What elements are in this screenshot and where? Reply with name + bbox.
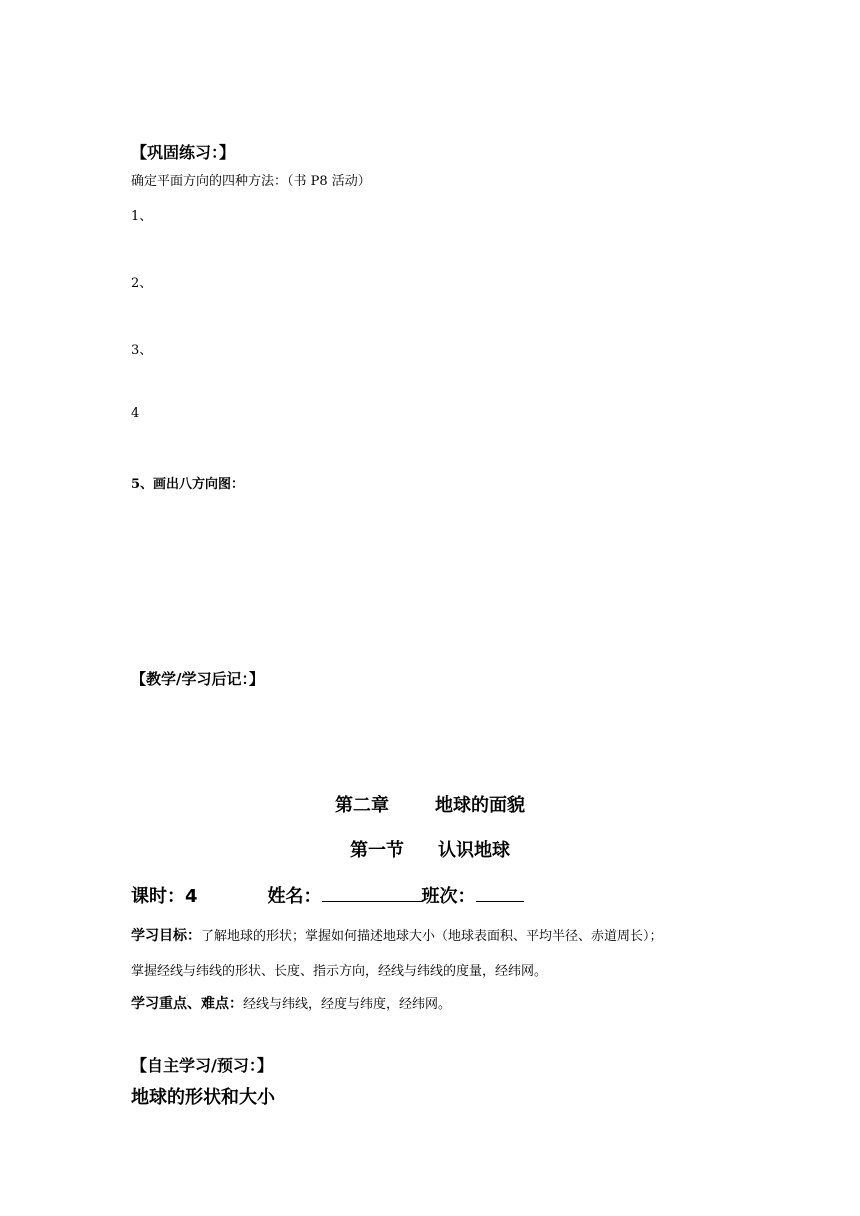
chapter-number: 第二章 bbox=[335, 795, 389, 816]
key-points-line bbox=[131, 993, 451, 1013]
objectives-text-1: 了解地球的形状；掌握如何描述地球大小（地球表面积、平均半径、赤道周长）； bbox=[201, 929, 663, 944]
class-label: 班次： bbox=[421, 886, 476, 907]
section-number: 第一节 bbox=[350, 840, 404, 861]
chapter-title: 地球的面貌 bbox=[435, 795, 525, 816]
topic-heading: 地球的形状和大小 bbox=[131, 1087, 275, 1108]
objectives-label: 学习目标： bbox=[131, 928, 201, 944]
objectives-text-2: 掌握经线与纬线的形状、长度、指示方向，经线与纬线的度量，经纬网。 bbox=[131, 964, 548, 979]
section-title-line bbox=[0, 836, 860, 862]
exercise-item-3: 3、 bbox=[131, 343, 153, 358]
chapter-title-line bbox=[0, 791, 860, 817]
exercise-item-4: 4 bbox=[131, 406, 140, 421]
exercise-item-2: 2、 bbox=[131, 276, 153, 291]
objectives-line-1 bbox=[131, 925, 663, 945]
notes-heading: 【教学/学习后记：】 bbox=[131, 670, 264, 688]
class-blank[interactable] bbox=[476, 885, 524, 902]
consolidation-instruction: 确定平面方向的四种方法：（书 P8 活动） bbox=[131, 174, 371, 189]
exercise-item-1: 1、 bbox=[131, 209, 153, 224]
meta-line bbox=[131, 882, 524, 908]
exercise-item-5: 5、画出八方向图： bbox=[131, 477, 245, 492]
consolidation-heading: 【巩固练习：】 bbox=[131, 143, 236, 162]
name-label: 姓名： bbox=[267, 886, 322, 907]
key-points-text: 经线与纬线，经度与纬度，经纬网。 bbox=[243, 997, 452, 1012]
period-label: 课时：4 bbox=[131, 886, 198, 907]
section-title: 认识地球 bbox=[438, 840, 510, 861]
name-blank[interactable] bbox=[322, 885, 422, 902]
key-points-label: 学习重点、难点： bbox=[131, 996, 243, 1012]
self-study-heading: 【自主学习/预习：】 bbox=[131, 1056, 273, 1075]
